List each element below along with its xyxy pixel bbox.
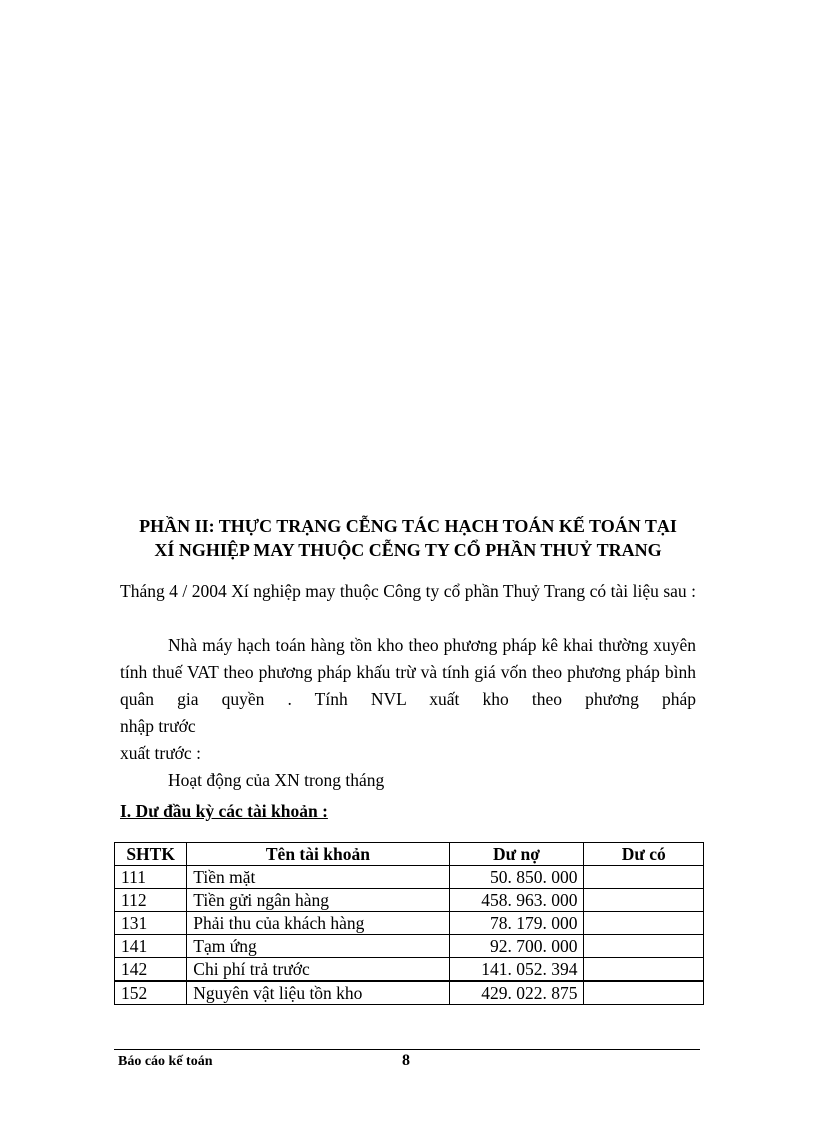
body-paragraph [120,632,696,794]
table-row [115,935,704,958]
cell-debit: 141. 052. 394 [449,958,584,982]
intro-text: Tháng 4 / 2004 Xí nghiệp may thuộc Công ty cổ phần Thuỷ Trang có tài liệu sau : [120,581,696,601]
footer-label: Báo cáo kế toán [118,1054,213,1069]
cell-account-name: Phải thu của khách hàng [187,912,449,935]
cell-debit: 458. 963. 000 [449,889,584,912]
header-debit: Dư nợ [449,843,584,866]
intro-paragraph [120,578,696,605]
cell-account-name: Tạm ứng [187,935,449,958]
cell-shtk: 142 [115,958,187,982]
cell-credit [584,866,704,889]
cell-debit: 429. 022. 875 [449,981,584,1005]
cell-shtk: 152 [115,981,187,1005]
body-paragraph-text: Nhà máy hạch toán hàng tồn kho theo phương pháp kê khai thường xuyên tính thuế VAT theo phương pháp khấu trừ và tính giá vốn theo phương pháp bình quân gia quyền . Tính NVL xuất kho theo phương pháp [120,635,696,709]
cell-debit: 50. 850. 000 [449,866,584,889]
activity-line: Hoạt động của XN trong tháng [168,770,385,790]
table-row [115,889,704,912]
body-line-after: xuất trước : [120,743,201,763]
header-account-name: Tên tài khoản [187,843,449,866]
cell-debit: 78. 179. 000 [449,912,584,935]
body-paragraph-end: nhập trước [120,716,196,736]
page-number: 8 [402,1052,410,1069]
page-title [110,514,706,562]
table-row [115,912,704,935]
cell-shtk: 131 [115,912,187,935]
cell-shtk: 112 [115,889,187,912]
accounts-table [114,842,704,1005]
section-heading: I. Dư đầu kỳ các tài khoản : [120,801,328,821]
table-row [115,958,704,982]
cell-shtk: 141 [115,935,187,958]
cell-credit [584,981,704,1005]
header-credit: Dư có [584,843,704,866]
table-header-row [115,843,704,866]
header-shtk: SHTK [115,843,187,866]
title-line-2: XÍ NGHIỆP MAY THUỘC CỄNG TY CỔ PHẦN THUỶ TRANG [154,540,662,560]
title-line-1: PHẦN II: THỰC TRẠNG CỄNG TÁC HẠCH TOÁN KẾ TOÁN TẠI [139,516,677,536]
cell-credit [584,889,704,912]
cell-account-name: Nguyên vật liệu tồn kho [187,981,449,1005]
cell-credit [584,912,704,935]
cell-account-name: Chi phí trả trước [187,958,449,982]
cell-credit [584,935,704,958]
cell-account-name: Tiền gửi ngân hàng [187,889,449,912]
cell-credit [584,958,704,982]
cell-account-name: Tiền mặt [187,866,449,889]
table-row [115,981,704,1005]
cell-debit: 92. 700. 000 [449,935,584,958]
footer-divider [114,1049,700,1050]
table-row [115,866,704,889]
cell-shtk: 111 [115,866,187,889]
